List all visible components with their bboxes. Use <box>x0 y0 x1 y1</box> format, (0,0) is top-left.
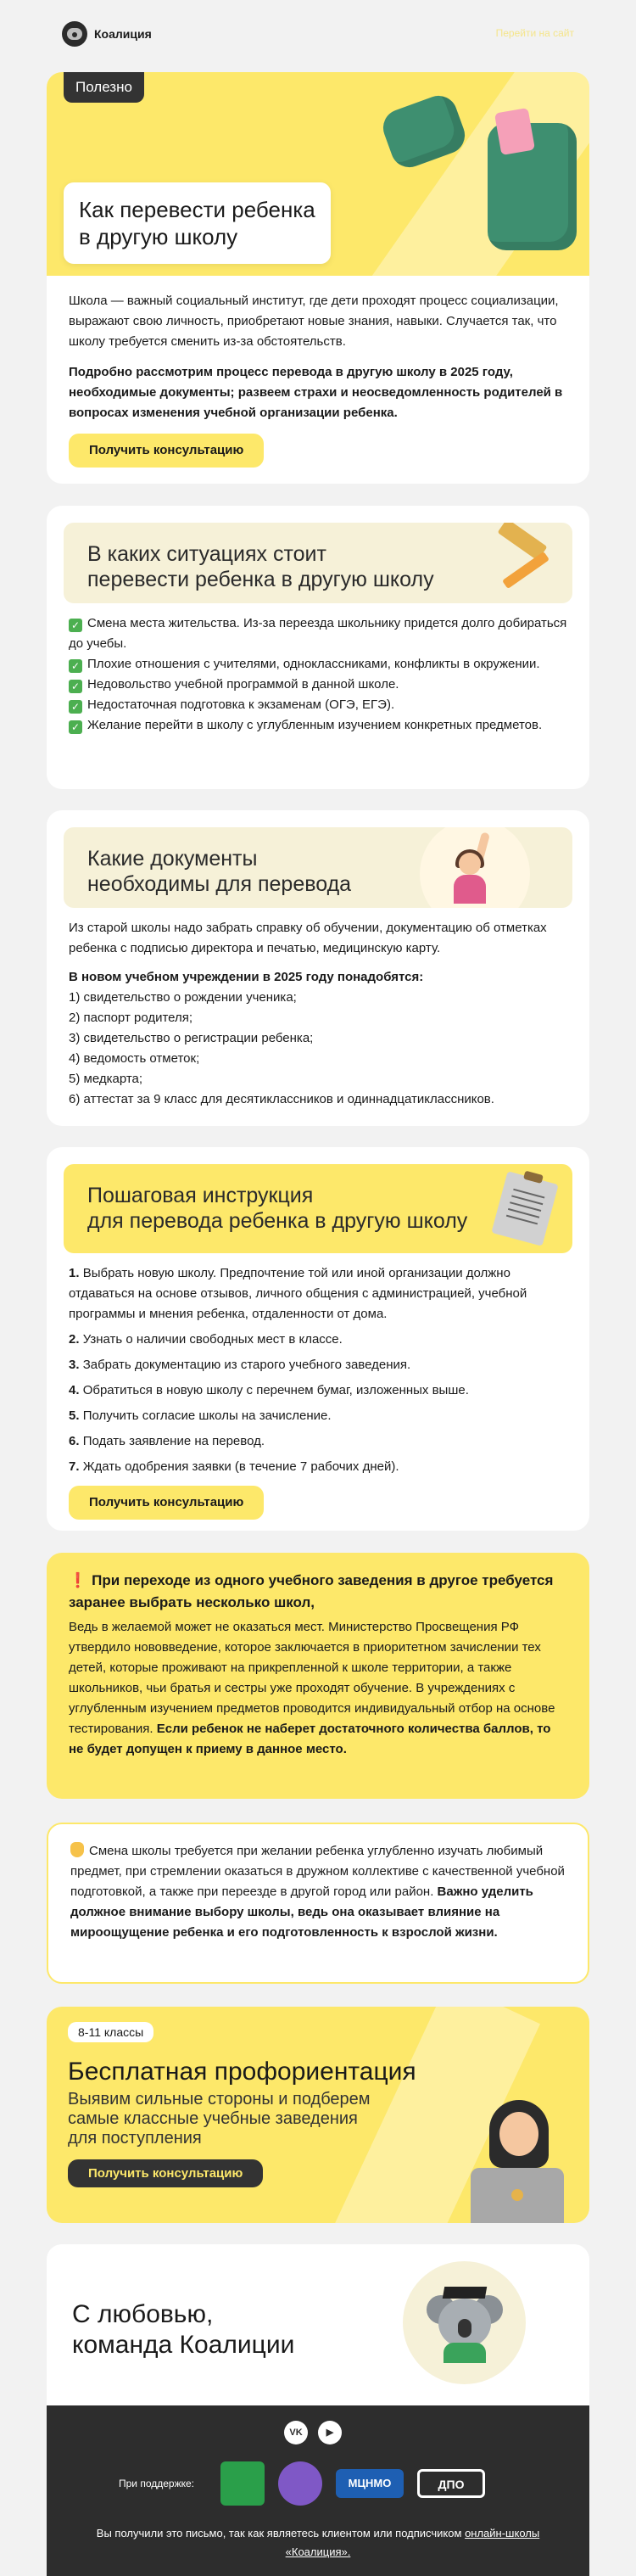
promo-subtitle-line2: самые классные учебные заведения <box>68 2109 358 2128</box>
note-card <box>47 1823 589 1984</box>
list-item-text: Смена места жительства. Из-за переезда школьнику придется долго добираться до учебы. <box>69 616 567 651</box>
hero-summary: Подробно рассмотрим процесс перевода в другую школу в 2025 году, необходимые документы; развеем страхи и неосведомленность родителей в вопросах изменения учебной организации ребенка. <box>69 365 563 420</box>
brand-logo[interactable] <box>62 21 152 47</box>
backpack-icon <box>488 123 577 250</box>
list-item-text: Плохие отношения с учителями, одноклассниками, конфликты в окружении. <box>87 657 540 671</box>
step-item <box>69 1457 567 1477</box>
exclamation-icon: ❗ <box>69 1572 87 1588</box>
note-body <box>48 1824 588 1960</box>
pointing-hand-icon <box>70 1842 84 1857</box>
step-text: Обратиться в новую школу с перечнем бумаг, изложенных выше. <box>82 1383 469 1397</box>
list-item <box>69 695 567 715</box>
documents-body <box>47 908 589 1122</box>
consultation-button[interactable]: Получить консультацию <box>68 2159 263 2187</box>
step-number: 5. <box>69 1408 80 1423</box>
situations-card <box>47 506 589 789</box>
youtube-icon[interactable]: ▶ <box>318 2421 342 2444</box>
hero-intro: Школа — важный социальный институт, где дети проходят процесс социализации, выражают свою личность, приобретают новые знания, навыки. Случается так, что школу требуется сменить из-за обстоятельств. <box>69 294 559 349</box>
partner-logo-dpo[interactable]: ДПО <box>417 2469 485 2498</box>
school-link[interactable]: онлайн-школы «Коалиция». <box>285 2527 540 2558</box>
section-title-line1: Пошаговая инструкция <box>87 1184 314 1207</box>
consultation-button[interactable]: Получить консультацию <box>69 1486 264 1520</box>
promo-title: Бесплатная профориентация <box>68 2058 416 2086</box>
signature-card <box>47 2244 589 2405</box>
list-item <box>69 613 567 654</box>
situations-header <box>64 523 572 603</box>
note-bold-text: Важно уделить должное внимание выбору школы, ведь она оказывает влияние на мироощущение ребенка и его подготовленность к взрослой жизни. <box>70 1884 533 1940</box>
koala-logo-icon <box>62 21 87 47</box>
check-icon: ✓ <box>69 659 82 673</box>
situations-list <box>47 603 589 748</box>
site-link[interactable]: Перейти на сайт <box>495 27 574 39</box>
promo-card <box>47 2007 589 2223</box>
step-text: Получить согласие школы на зачисление. <box>82 1408 332 1423</box>
warning-body <box>47 1553 589 1777</box>
section-title <box>87 1183 467 1234</box>
step-number: 7. <box>69 1459 80 1474</box>
step-number: 2. <box>69 1332 80 1347</box>
list-item: 5) медкарта; <box>69 1072 143 1086</box>
step-item <box>69 1355 567 1375</box>
warning-title-text: При переходе из одного учебного заведения в другое требуется заранее выбрать несколько школ, <box>69 1572 554 1610</box>
vk-icon[interactable]: VK <box>284 2421 308 2444</box>
check-icon: ✓ <box>69 680 82 693</box>
warning-text <box>69 1617 567 1760</box>
partner-logo-flower-icon[interactable] <box>278 2461 322 2506</box>
list-item-text: Недовольство учебной программой в данной школе. <box>87 677 399 692</box>
hero-card <box>47 72 589 484</box>
step-number: 3. <box>69 1358 80 1372</box>
list-item <box>69 654 567 675</box>
section-title <box>87 541 434 592</box>
check-icon: ✓ <box>69 619 82 632</box>
list-item: 1) свидетельство о рождении ученика; <box>69 990 297 1005</box>
list-item: 3) свидетельство о регистрации ребенка; <box>69 1031 314 1045</box>
section-title <box>87 846 351 897</box>
signature-line2: команда Коалиции <box>72 2331 295 2359</box>
steps-card <box>47 1147 589 1531</box>
hero-title-line2: в другую школу <box>79 224 238 249</box>
section-title-line2: для перевода ребенка в другую школу <box>87 1209 468 1233</box>
step-text: Забрать документацию из старого учебного заведения. <box>82 1358 411 1372</box>
promo-subtitle-line1: Выявим сильные стороны и подберем <box>68 2090 371 2108</box>
list-item <box>69 675 567 695</box>
step-item <box>69 1431 567 1452</box>
girl-with-laptop-icon <box>471 2100 564 2223</box>
raising-hand-person-icon <box>420 827 530 908</box>
list-item: 2) паспорт родителя; <box>69 1011 193 1025</box>
promo-subtitle-line3: для поступления <box>68 2129 202 2148</box>
step-number: 4. <box>69 1383 80 1397</box>
clipboard-icon <box>491 1171 558 1246</box>
step-text: Узнать о наличии свободных мест в классе. <box>82 1332 343 1347</box>
warning-body-text: Ведь в желаемой может не оказаться мест. Министерство Просвещения РФ утвердило нововведение, которое заключается в приоритетном зачислении тех детей, которые проживают на прикрепленной к школе территории, а также школьников, чьи братья и сестры уже проходят обучение. В учреждениях с углубленным изучением предметов проводится индивидуальный отбор на основе тестирования. <box>69 1620 555 1736</box>
hero-body <box>47 276 589 483</box>
documents-subtitle: В новом учебном учреждении в 2025 году понадобятся: <box>69 970 424 984</box>
signature-text <box>72 2299 294 2360</box>
documents-header <box>64 827 572 908</box>
pencil-icon <box>502 552 550 589</box>
footer-text <box>64 2524 572 2562</box>
step-item <box>69 1263 567 1324</box>
section-title-line2: перевести ребенка в другую школу <box>87 568 434 591</box>
step-text: Выбрать новую школу. Предпочтение той или иной организации должно отдаваться на основе отзывов, личного общения с администрацией, учебной программы и мнения ребенка, отдаленности от дома. <box>69 1266 527 1321</box>
list-item: 4) ведомость отметок; <box>69 1051 200 1066</box>
koala-mascot-icon <box>403 2261 526 2384</box>
section-title-line2: необходимы для перевода <box>87 872 352 896</box>
step-number: 6. <box>69 1434 80 1448</box>
hero-title <box>64 182 331 264</box>
warning-title <box>69 1570 567 1614</box>
steps-header <box>64 1164 572 1253</box>
hero-title-line1: Как перевести ребенка <box>79 197 315 222</box>
warning-bold-text: Если ребенок не наберет достаточного количества баллов, то не будет допущен к приему в данное место. <box>69 1722 551 1756</box>
check-icon: ✓ <box>69 720 82 734</box>
step-number: 1. <box>69 1266 80 1280</box>
step-item <box>69 1406 567 1426</box>
hero-banner <box>47 72 589 276</box>
list-item: 6) аттестат за 9 класс для десятиклассников и одиннадцатиклассников. <box>69 1092 494 1106</box>
check-icon: ✓ <box>69 700 82 714</box>
footer-text-body: Вы получили это письмо, так как являетесь клиентом или подписчиком <box>96 2527 462 2540</box>
section-title-line1: В каких ситуациях стоит <box>87 542 326 566</box>
step-text: Ждать одобрения заявки (в течение 7 рабочих дней). <box>82 1459 399 1474</box>
useful-badge: Полезно <box>64 72 144 103</box>
support-label: При поддержке: <box>119 2478 195 2489</box>
step-item <box>69 1330 567 1350</box>
step-text: Подать заявление на перевод. <box>82 1434 265 1448</box>
steps-list <box>47 1253 589 1531</box>
list-item <box>69 715 567 736</box>
warning-card <box>47 1553 589 1799</box>
section-title-line1: Какие документы <box>87 847 258 871</box>
documents-card <box>47 810 589 1126</box>
partner-logo-cube-icon[interactable] <box>220 2461 265 2506</box>
documents-intro: Из старой школы надо забрать справку об обучении, документацию об отметках ребенка с подписью директора и печатью, медицинскую карту. <box>69 921 547 955</box>
partner-logo-mcnmo[interactable]: МЦНМО <box>336 2469 404 2498</box>
social-links <box>284 2421 342 2444</box>
note-text: Смена школы требуется при желании ребенка углубленно изучать любимый предмет, при стремлении оказаться в дружном коллективе с качественной учебной подготовкой, а также при переезде в другой город или район. <box>70 1844 565 1899</box>
partners <box>220 2461 485 2506</box>
promo-subtitle <box>68 2090 371 2148</box>
brand-name: Коалиция <box>94 27 152 41</box>
grade-chip: 8-11 классы <box>68 2022 153 2042</box>
footer <box>47 2405 589 2576</box>
list-item-text: Желание перейти в школу с углубленным изучением конкретных предметов. <box>87 718 543 732</box>
list-item-text: Недостаточная подготовка к экзаменам (ОГЭ, ЕГЭ). <box>87 697 395 712</box>
step-item <box>69 1380 567 1401</box>
consultation-button[interactable]: Получить консультацию <box>69 434 264 468</box>
header <box>47 0 589 68</box>
signature-line1: С любовью, <box>72 2300 214 2328</box>
